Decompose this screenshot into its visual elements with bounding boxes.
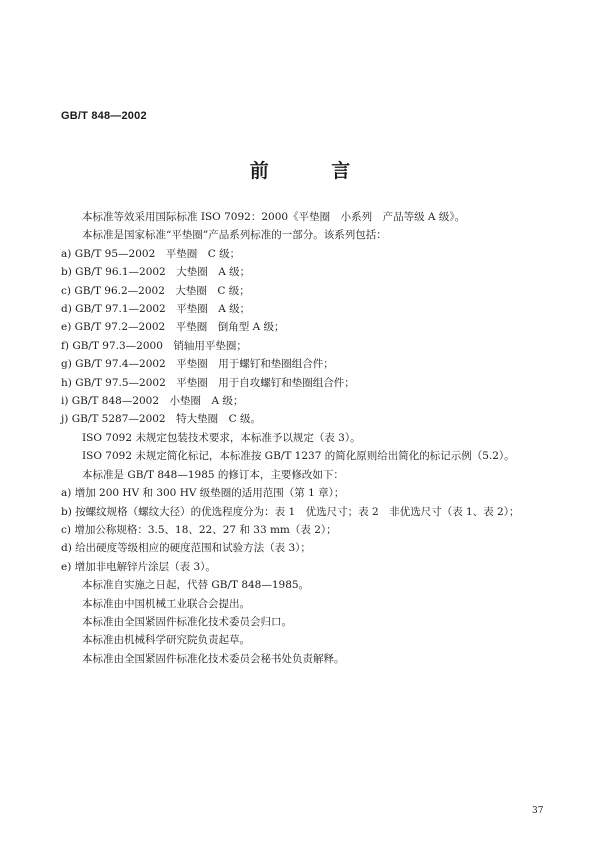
standard-code: GB/T 848—2002 [61, 110, 147, 122]
list-item: j) GB/T 5287—2002 特大垫圈 C 级。 [61, 413, 261, 426]
page-title-text: 前 言 [249, 160, 379, 182]
list-item: c) GB/T 96.2—2002 大垫圈 C 级； [61, 284, 250, 297]
paragraph: 本标准是国家标准“平垫圈”产品系列标准的一部分。该系列包括： [82, 229, 387, 242]
list-item: g) GB/T 97.4—2002 平垫圈 用于螺钉和垫圈组合件； [61, 358, 334, 371]
paragraph: 本标准自实施之日起，代替 GB/T 848—1985。 [82, 579, 310, 592]
page-title [0, 156, 600, 183]
document-body [61, 208, 582, 668]
list-item: b) 按螺纹规格（螺纹大径）的优选程度分为：表 1 优选尺寸；表 2 非优选尺寸（表 1、表 2）； [61, 505, 520, 518]
paragraph: 本标准由机械科学研究院负责起草。 [82, 634, 250, 647]
list-item: a) GB/T 95—2002 平垫圈 C 级； [61, 247, 241, 260]
paragraph: ISO 7092 未规定简化标记，本标准按 GB/T 1237 的简化原则给出简化的标记示例（5.2）。 [82, 450, 515, 463]
list-item: c) 增加公称规格：3.5、18、22、27 和 33 mm（表 2）； [61, 523, 337, 536]
list-item: h) GB/T 97.5—2002 平垫圈 用于自攻螺钉和垫圈组合件； [61, 376, 355, 389]
list-item: d) 给出硬度等级相应的硬度范围和试验方法（表 3）； [61, 542, 311, 555]
paragraph: 本标准由中国机械工业联合会提出。 [82, 597, 250, 610]
paragraph: 本标准等效采用国际标准 ISO 7092：2000《平垫圈 小系列 产品等级 A 级》。 [82, 211, 466, 223]
list-item: d) GB/T 97.1—2002 平垫圈 A 级； [61, 303, 251, 316]
paragraph: 本标准由全国紧固件标准化技术委员会秘书处负责解释。 [82, 652, 345, 665]
list-item: i) GB/T 848—2002 小垫圈 A 级； [61, 395, 244, 408]
paragraph: 本标准由全国紧固件标准化技术委员会归口。 [82, 615, 292, 628]
list-item: b) GB/T 96.1—2002 大垫圈 A 级； [61, 266, 251, 279]
list-item: e) GB/T 97.2—2002 平垫圈 倒角型 A 级； [61, 321, 285, 334]
list-item: a) 增加 200 HV 和 300 HV 级垫圈的适用范围（第 1 章）； [61, 487, 345, 500]
paragraph: 本标准是 GB/T 848—1985 的修订本，主要修改如下： [82, 468, 344, 481]
list-item: e) 增加非电解锌片涂层（表 3）。 [61, 560, 216, 573]
list-item: f) GB/T 97.3—2000 销轴用平垫圈； [61, 339, 247, 352]
page-number: 37 [532, 806, 544, 816]
paragraph: ISO 7092 未规定包装技术要求，本标准予以规定（表 3）。 [82, 431, 361, 444]
